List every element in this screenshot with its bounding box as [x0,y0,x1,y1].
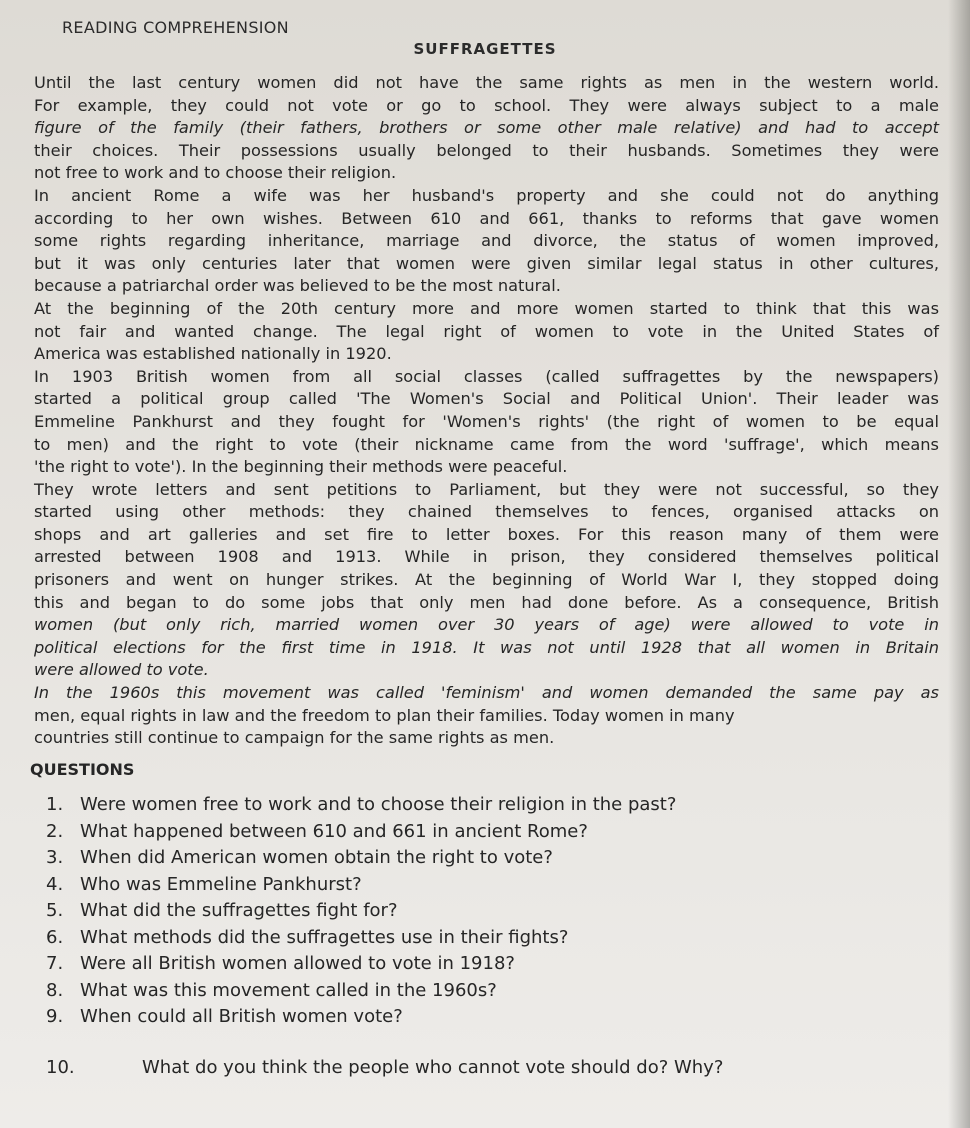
question-item [46,1004,926,1031]
question-number: 9. [46,1006,64,1027]
question-item [46,898,926,925]
passage-line: but it was only centuries later that women were given similar legal status in other cultures, [34,253,939,273]
passage-line: because a patriarchal order was believed to be the most natural. [34,276,561,296]
questions-list [46,792,926,1081]
passage-line: 'the right to vote'). In the beginning their methods were peaceful. [34,457,568,477]
question-item [46,872,926,899]
question-item [46,819,926,846]
passage-line: arrested between 1908 and 1913. While in prison, they considered themselves political [34,547,939,567]
question-number: 10. [46,1056,75,1078]
question-text: What methods did the suffragettes use in their fights? [80,926,569,948]
passage-line: prisoners and went on hunger strikes. At the beginning of World War I, they stopped doing [34,570,939,590]
passage-line: countries still continue to campaign for the same rights as men. [34,728,555,748]
passage-line: were allowed to vote. [34,660,209,680]
passage-line: In 1903 British women from all social classes (called suffragettes by the newspapers) [34,366,939,386]
passage-line: At the beginning of the 20th century more and more women started to think that this was [34,298,939,318]
question-number: 8. [46,979,64,1001]
passage-line: political elections for the first time in 1918. It was not until 1928 that all women in Britain [34,637,939,657]
question-text: What did the suffragettes fight for? [80,900,398,921]
passage-line: Until the last century women did not have the same rights as men in the western world. [34,73,939,92]
passage-line: They wrote letters and sent petitions to Parliament, but they were not successful, so they [34,479,939,499]
passage-line: their choices. Their possessions usually belonged to their husbands. Sometimes they were [34,140,939,160]
passage-line: not fair and wanted change. The legal right of women to vote in the United States of [34,321,939,341]
passage-line: started using other methods: they chained themselves to fences, organised attacks on [34,502,939,522]
question-number: 2. [46,820,64,842]
page-edge-shadow [948,0,970,1128]
question-text: What happened between 610 and 661 in ancient Rome? [80,820,588,842]
passage-line: men, equal rights in law and the freedom to plan their families. Today women in many [34,705,735,725]
question-item [46,951,926,978]
question-number: 5. [46,900,64,921]
question-item [46,845,926,872]
question-text: Who was Emmeline Pankhurst? [80,873,362,895]
passage-line: In the 1960s this movement was called 'feminism' and women demanded the same pay as [34,683,939,703]
passage-line: some rights regarding inheritance, marriage and divorce, the status of women improved, [34,231,939,251]
question-number: 4. [46,873,64,895]
question-item [46,978,926,1005]
passage-line: America was established nationally in 1920. [34,344,392,364]
question-number: 1. [46,794,64,815]
question-text: What do you think the people who cannot vote should do? Why? [142,1056,724,1078]
passage-line: figure of the family (their fathers, brothers or some other male relative) and had to accept [34,118,939,138]
passage-line: according to her own wishes. Between 610 and 661, thanks to reforms that gave women [34,208,939,228]
passage-line: women (but only rich, married women over 30 years of age) were allowed to vote in [34,615,939,635]
question-text: When did American women obtain the right to vote? [80,847,553,868]
reading-passage [34,72,939,750]
passage-line: For example, they could not vote or go to school. They were always subject to a male [34,95,939,115]
passage-line: shops and art galleries and set fire to letter boxes. For this reason many of them were [34,524,939,544]
passage-line: started a political group called 'The Women's Social and Political Union'. Their leader was [34,389,939,409]
question-text: When could all British women vote? [80,1006,403,1027]
question-text: What was this movement called in the 1960s? [80,979,497,1001]
question-item [46,925,926,952]
question-item [46,792,926,819]
passage-line: not free to work and to choose their religion. [34,163,397,183]
questions-heading: QUESTIONS [30,760,135,779]
passage-line: In ancient Rome a wife was her husband's property and she could not do anything [34,185,939,205]
question-number: 7. [46,953,64,974]
question-number: 3. [46,847,64,868]
passage-line: this and began to do some jobs that only men had done before. As a consequence, British [34,592,939,612]
question-item [46,1055,926,1082]
worksheet-header: READING COMPREHENSION [62,18,289,37]
passage-line: Emmeline Pankhurst and they fought for 'Women's rights' (the right of women to be equal [34,411,939,431]
question-text: Were women free to work and to choose their religion in the past? [80,794,677,815]
worksheet-title: SUFFRAGETTES [413,40,557,58]
question-number: 6. [46,926,64,948]
question-text: Were all British women allowed to vote in 1918? [80,953,515,974]
passage-line: to men) and the right to vote (their nickname came from the word 'suffrage', which means [34,434,939,454]
